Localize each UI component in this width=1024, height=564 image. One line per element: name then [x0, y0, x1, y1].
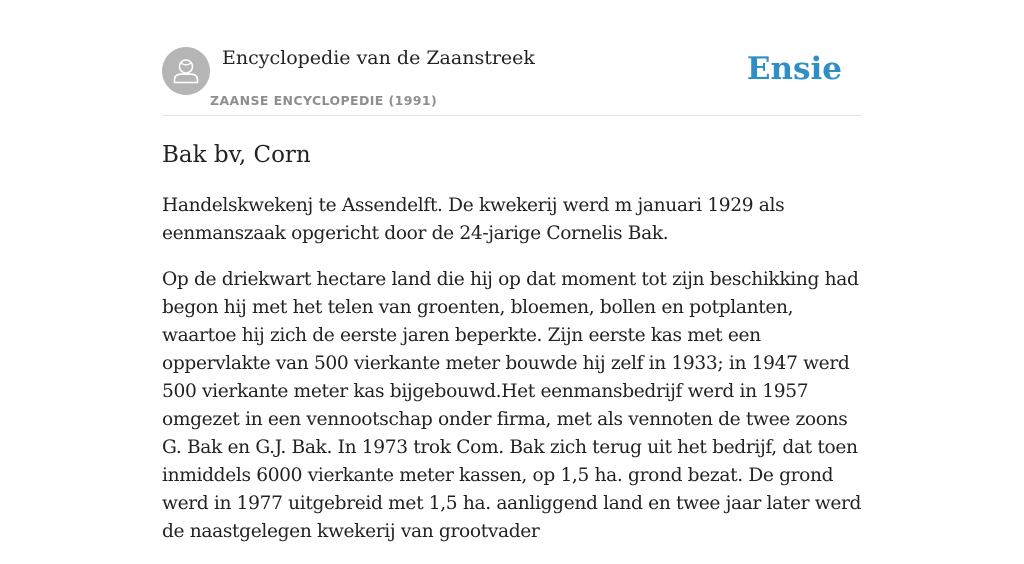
source-header	[162, 0, 862, 116]
source-title[interactable]: Encyclopedie van de Zaanstreek	[222, 47, 535, 69]
ensie-logo[interactable]: Ensie	[746, 51, 842, 87]
user-avatar-icon	[162, 47, 210, 95]
article-title: Bak bv, Corn	[162, 142, 311, 168]
source-avatar[interactable]	[162, 47, 210, 95]
article-paragraph: Handelskwekenj te Assendelft. De kwekerij werd m januari 1929 als eenmanszaak opgericht door de 24-jarige Cornelis Bak.	[162, 195, 785, 244]
article-body	[162, 192, 862, 546]
source-subtitle: ZAANSE ENCYCLOPEDIE (1991)	[210, 93, 438, 108]
content-column	[162, 0, 862, 564]
article-paragraph: Op de driekwart hectare land die hij op dat moment tot zijn beschikking had begon hij met het telen van groenten, bloemen, bollen en potplanten, waartoe hij zich de eerste jaren beperkte. Zijn eerste kas met een oppervlakte van 500 vierkante meter bouwde hij zelf in 1933; in 1947 werd 500 vierkante meter kas bijgebouwd.Het eenmansbedrijf werd in 1957 omgezet in een vennootschap onder firma, met als vennoten de twee zoons G. Bak en G.J. Bak. In 1973 trok Com. Bak zich terug uit het bedrijf, dat toen inmiddels 6000 vierkante meter kassen, op 1,5 ha. grond bezat. De grond werd in 1977 uitgebreid met 1,5 ha. aanliggend land en twee jaar later werd de naastgelegen kwekerij van grootvader	[162, 269, 862, 542]
